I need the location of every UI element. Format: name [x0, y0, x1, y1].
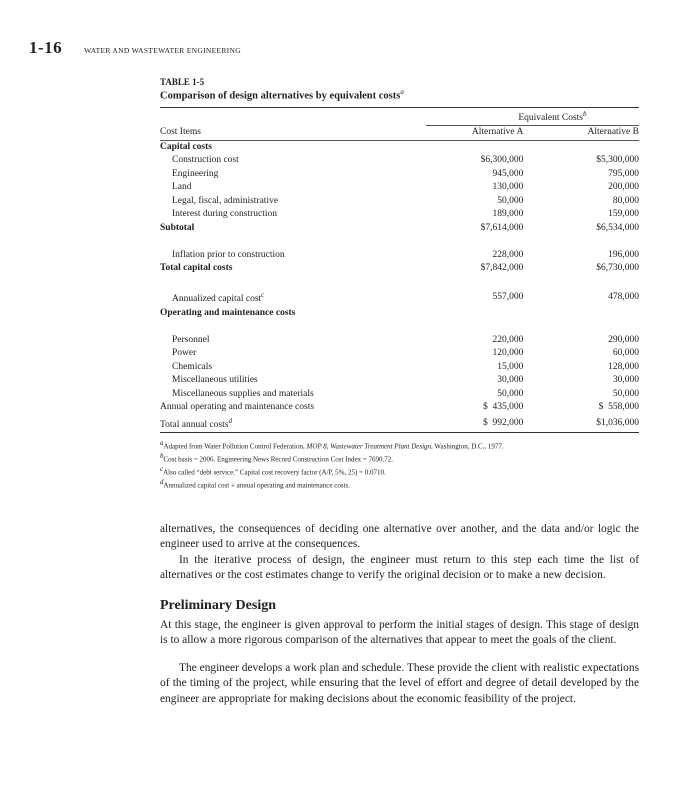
table-row: Miscellaneous supplies and materials 50,000 50,000 [172, 388, 639, 399]
section-om: Operating and maintenance costs [160, 307, 296, 318]
footnote-a: $^a$Adapted from Water Pollution Control Federation, MOP 8, Wastewater Treatment Plant Design, Washington, D.C., 1977. [160, 439, 504, 451]
group-header: Equivalent Costs$^b$ [426, 108, 639, 126]
table-row-total-annual: Total annual costs$^d$ $ 992,000 $1,036,000 [160, 415, 639, 433]
section-heading-preliminary-design: Preliminary Design [160, 598, 277, 613]
paragraph-work-plan: The engineer develops a work plan and schedule. These provide the client with realistic expectations of the timing of the project, while ensuring that the level of effort and degree of detail developed by the engineer are appropriate for making decisions about the economic feasibility of the project. [160, 662, 639, 705]
column-item-header: Cost Items [160, 126, 426, 141]
table-row: Miscellaneous utilities 30,000 30,000 [172, 375, 639, 386]
cost-table-block [160, 77, 639, 491]
cost-table [160, 108, 639, 434]
column-b-header: Alternative B [523, 126, 639, 141]
table-row: Interest during construction 189,000 159,000 [172, 209, 639, 220]
table-row: Land 130,000 200,000 [172, 182, 639, 193]
column-a-header: Alternative A [426, 126, 524, 141]
footnote-b: $^b$Cost basis = 2006. Engineering News Record Construction Cost Index = 7690.72. [160, 452, 394, 464]
table-row: Chemicals 15,000 128,000 [172, 361, 639, 372]
table-caption: Comparison of design alternatives by equivalent costs$^a$ [160, 88, 404, 102]
footnote-d: $^d$Annualized capital cost + annual operating and maintenance costs. [160, 477, 350, 490]
caption-note: a [400, 88, 404, 96]
paragraph-iterative: In the iterative process of design, the engineer must return to this step each time the list of alternatives or the cost estimates change to verify the original decision or to make a new decision. [160, 554, 639, 582]
table-row-subtotal: Subtotal $7,614,000 $6,534,000 [160, 222, 639, 233]
table-row: Inflation prior to construction 228,000 196,000 [172, 249, 639, 260]
table-row: Personnel 220,000 290,000 [172, 334, 639, 345]
table-row-total-capital: Total capital costs $7,842,000 $6,730,000 [160, 263, 639, 274]
table-row: Construction cost $6,300,000 $5,300,000 [172, 155, 639, 166]
footnote-c: $^c$Also called “debt service.” Capital cost recovery factor (A/P, 5%, 25) = 0.0710. [160, 465, 386, 477]
section-capital: Capital costs [160, 141, 212, 152]
running-title: WATER AND WASTEWATER ENGINEERING [84, 46, 241, 55]
paragraph-approval: At this stage, the engineer is given approval to perform the initial stages of design. This stage of design is to allow a more rigorous comparison of the alternatives that appear to meet the goals of the client. [160, 619, 639, 647]
table-row: Engineering 945,000 795,000 [172, 168, 639, 179]
table-row: Annual operating and maintenance costs $ 435,000 $ 558,000 [160, 402, 639, 413]
page-number: 1-16 [29, 38, 63, 57]
paragraph-alternatives: alternatives, the consequences of deciding one alternative over another, and the data and/or logic the engineer used to arrive at the consequences. [160, 523, 639, 551]
running-head [29, 38, 241, 58]
table-row: Legal, fiscal, administrative 50,000 80,000 [172, 195, 639, 206]
table-row: Power 120,000 60,000 [172, 348, 639, 359]
table-label: TABLE 1-5 [160, 77, 205, 87]
table-footnotes [160, 439, 639, 490]
table-row: Annualized capital cost$^c$ 557,000 478,000 [172, 291, 639, 305]
